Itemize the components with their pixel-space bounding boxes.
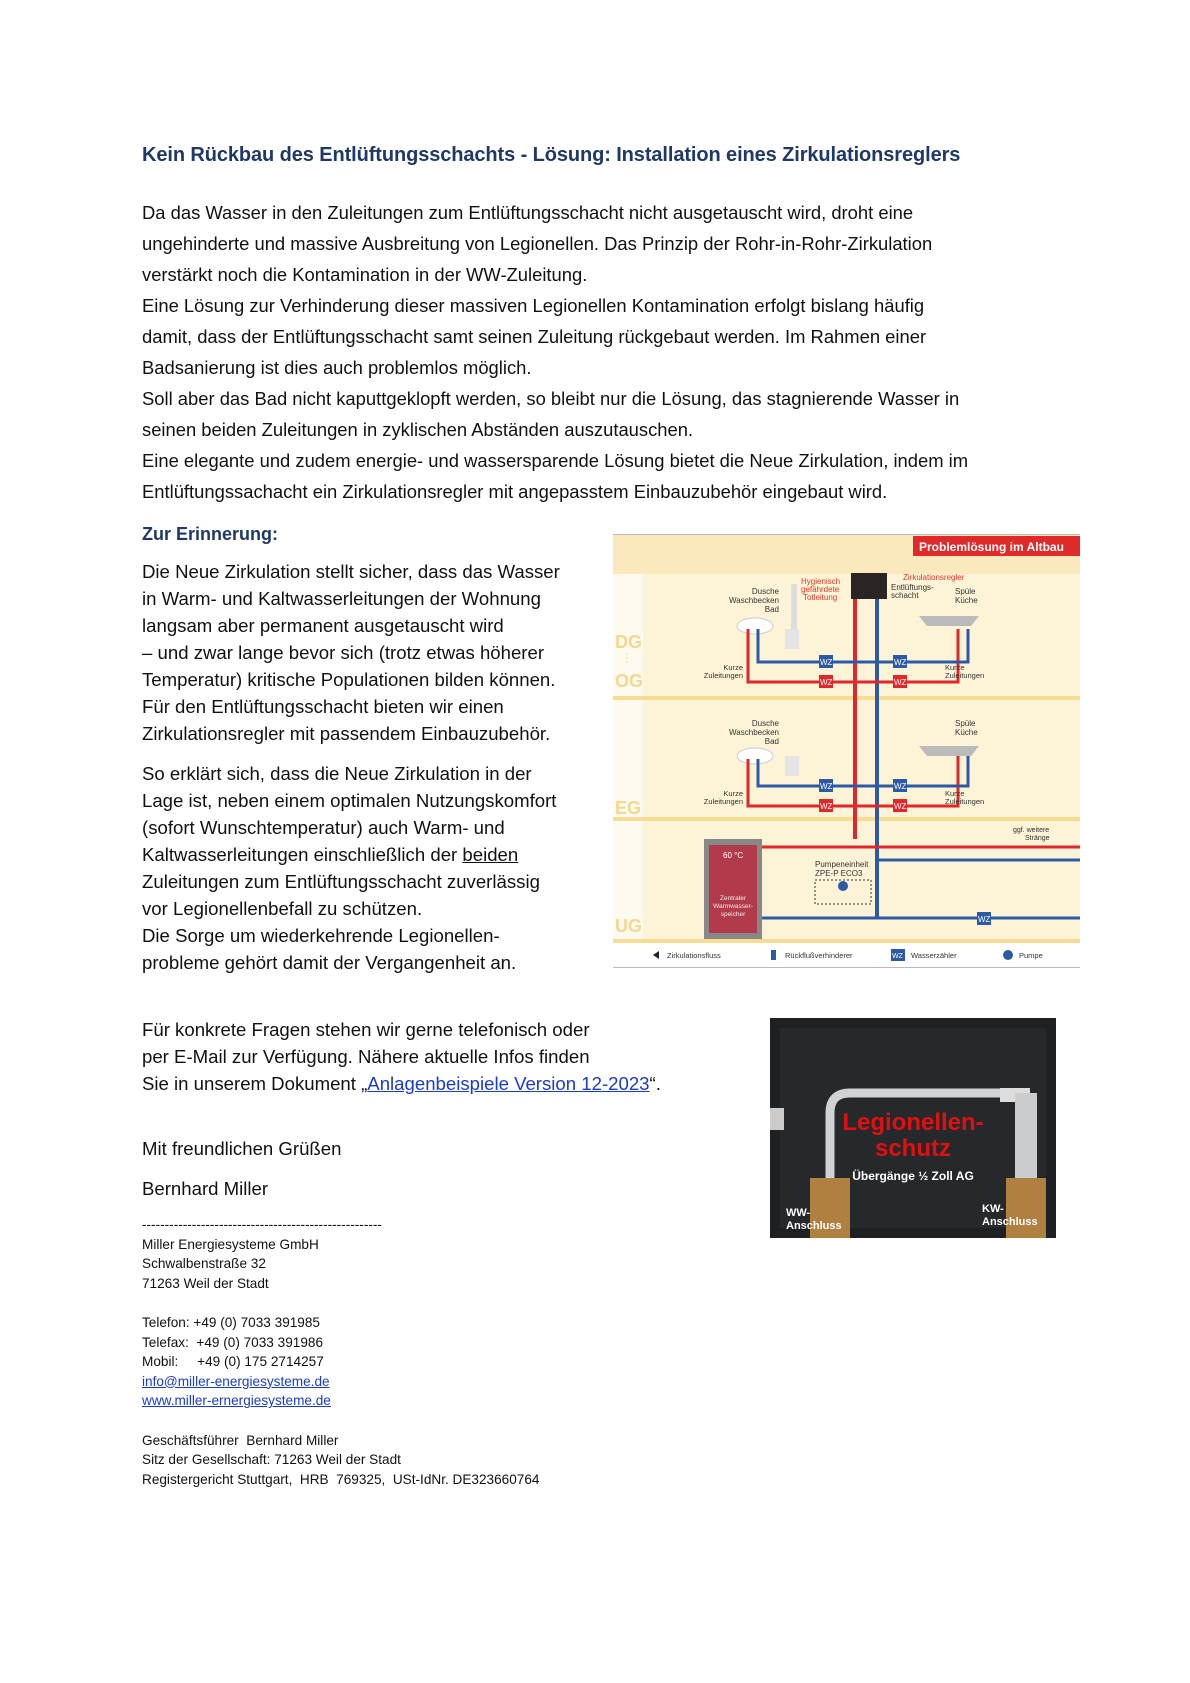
intro-line: Da das Wasser in den Zuleitungen zum Entlüftungsschacht nicht ausgetauscht wird, droht eine — [142, 202, 914, 223]
svg-text:Waschbecken: Waschbecken — [729, 596, 779, 605]
document-link[interactable]: Anlagenbeispiele Version 12-2023 — [367, 1073, 650, 1094]
text-line: Temperatur) kritische Populationen bilden können. — [142, 669, 556, 690]
svg-text:ZPE-P ECO3: ZPE-P ECO3 — [815, 869, 863, 878]
signer-name: Bernhard Miller — [142, 1178, 269, 1199]
svg-text:Spüle: Spüle — [955, 587, 976, 596]
svg-text:Dusche: Dusche — [751, 587, 779, 596]
closing: Mit freundlichen Grüßen — [142, 1138, 342, 1159]
svg-text:WZ: WZ — [820, 658, 833, 667]
product-photo — [770, 1018, 1056, 1238]
intro-line: Soll aber das Bad nicht kaputtgeklopft werden, so bleibt nur die Lösung, das stagnierende Wasser in — [142, 388, 960, 409]
svg-text:ggf. weitere: ggf. weitere — [1013, 827, 1050, 834]
svg-text:Waschbecken: Waschbecken — [729, 728, 779, 737]
svg-text:Kurze: Kurze — [723, 789, 743, 798]
svg-text:UG: UG — [615, 916, 642, 936]
separator: ----------------------------------------------------- — [142, 1217, 382, 1232]
spacer — [142, 1293, 539, 1313]
svg-text:WZ: WZ — [978, 915, 991, 924]
text-line: Für den Entlüftungsschacht bieten wir einen — [142, 696, 504, 717]
svg-text:Warmwasser-: Warmwasser- — [713, 903, 753, 910]
svg-text:Stränge: Stränge — [1025, 835, 1050, 842]
svg-text:gefährdete: gefährdete — [801, 585, 840, 594]
intro-line: Badsanierung ist dies auch problemlos möglich. — [142, 357, 532, 378]
company-name: Miller Energiesysteme GmbH — [142, 1236, 319, 1252]
text-line — [142, 841, 602, 868]
svg-text:Zuleitungen: Zuleitungen — [945, 797, 985, 806]
contact-paragraph — [142, 1016, 661, 1097]
svg-text:speicher: speicher — [720, 911, 746, 918]
svg-text:Dusche: Dusche — [751, 719, 779, 728]
plumbing-diagram — [613, 534, 1080, 968]
text-line: Zirkulationsregler mit passendem Einbauzubehör. — [142, 723, 551, 744]
spacer — [142, 1411, 539, 1431]
svg-text:Zuleitungen: Zuleitungen — [703, 671, 743, 680]
street: Schwalbenstraße 32 — [142, 1256, 266, 1272]
svg-text:Kurze: Kurze — [945, 663, 965, 672]
svg-text:EG: EG — [615, 798, 642, 818]
reminder-paragraph-1 — [142, 558, 602, 747]
text-line: Für konkrete Fragen stehen wir gerne telefonisch oder — [142, 1019, 590, 1040]
intro-line: seinen beiden Zuleitungen in zyklischen Abständen auszutauschen. — [142, 419, 694, 440]
intro-line: verstärkt noch die Kontamination in der WW-Zuleitung. — [142, 264, 588, 285]
svg-text:60 °C: 60 °C — [723, 851, 744, 860]
svg-text:schutz: schutz — [874, 1135, 952, 1162]
text-line: probleme gehört damit der Vergangenheit an. — [142, 952, 517, 973]
svg-text:WZ: WZ — [894, 802, 907, 811]
text-span: Sie in unserem Dokument „ — [142, 1073, 368, 1094]
svg-text:schacht: schacht — [891, 591, 919, 600]
text-line: – und zwar lange bevor sich (trotz etwas höherer — [142, 642, 545, 663]
intro-line: Eine Lösung zur Verhinderung dieser massiven Legionellen Kontamination erfolgt bislang häufig — [142, 295, 925, 316]
reminder-heading: Zur Erinnerung: — [142, 524, 278, 544]
fax: Telefax: +49 (0) 7033 391986 — [142, 1334, 324, 1350]
svg-text:Wasserzähler: Wasserzähler — [911, 951, 957, 960]
svg-text:WZ: WZ — [894, 678, 907, 687]
text-line: Zuleitungen zum Entlüftungsschacht zuverlässig — [142, 871, 540, 892]
svg-text:WZ: WZ — [820, 678, 833, 687]
svg-text:Bad: Bad — [764, 737, 779, 746]
page-title: Kein Rückbau des Entlüftungsschachts - Lösung: Installation eines Zirkulationsreglers — [142, 144, 961, 166]
intro-line: ungehinderte und massive Ausbreitung von Legionellen. Das Prinzip der Rohr-in-Rohr-Zirkulation — [142, 233, 933, 254]
svg-text:WZ: WZ — [820, 782, 833, 791]
text-line: vor Legionellenbefall zu schützen. — [142, 898, 423, 919]
intro-line: Entlüftungssachacht ein Zirkulationsregler mit angepasstem Einbauzubehör eingebaut wird. — [142, 481, 888, 502]
svg-text:Bad: Bad — [764, 605, 779, 614]
text-line: So erklärt sich, dass die Neue Zirkulation in der — [142, 763, 532, 784]
text-line — [142, 1070, 661, 1097]
svg-text:Übergänge ½ Zoll AG: Übergänge ½ Zoll AG — [852, 1169, 974, 1183]
svg-text:Zuleitungen: Zuleitungen — [703, 797, 743, 806]
underlined-word: beiden — [462, 844, 519, 865]
svg-text:Zuleitungen: Zuleitungen — [945, 671, 985, 680]
text-span: “. — [649, 1073, 661, 1094]
svg-text:Pumpeneinheit: Pumpeneinheit — [815, 860, 869, 869]
svg-text:Totleitung: Totleitung — [803, 593, 838, 602]
intro-text — [142, 197, 1062, 507]
svg-text:OG: OG — [615, 671, 644, 691]
svg-text:WZ: WZ — [894, 782, 907, 791]
svg-text:DG: DG — [615, 632, 642, 652]
text-line: in Warm- und Kaltwasserleitungen der Wohnung — [142, 588, 541, 609]
text-line: Die Neue Zirkulation stellt sicher, dass das Wasser — [142, 561, 560, 582]
seat: Sitz der Gesellschaft: 71263 Weil der Stadt — [142, 1452, 401, 1468]
banner-text: Problemlösung im Altbau — [919, 540, 1064, 554]
svg-text:Kurze: Kurze — [945, 789, 965, 798]
svg-text:Spüle: Spüle — [955, 719, 976, 728]
text-line: Lage ist, neben einem optimalen Nutzungskomfort — [142, 790, 557, 811]
svg-text:Anschluss: Anschluss — [786, 1220, 842, 1232]
svg-text:Zirkulationsregler: Zirkulationsregler — [903, 573, 965, 582]
svg-text:WZ: WZ — [894, 658, 907, 667]
svg-text:Hygienisch: Hygienisch — [801, 577, 841, 586]
svg-text:Zentraler: Zentraler — [719, 895, 747, 902]
reminder-paragraph-2 — [142, 760, 602, 976]
mobile: Mobil: +49 (0) 175 2714257 — [142, 1354, 324, 1370]
intro-line: Eine elegante und zudem energie- und wassersparende Lösung bietet die Neue Zirkulation, indem im — [142, 450, 969, 471]
svg-text:WW-: WW- — [786, 1207, 811, 1219]
email-signature — [142, 1215, 539, 1489]
website-link[interactable]: www.miller-ernergiesysteme.de — [142, 1393, 331, 1409]
svg-text:WZ: WZ — [892, 953, 903, 960]
register: Registergericht Stuttgart, HRB 769325, USt-IdNr. DE323660764 — [142, 1471, 540, 1487]
text-span: Kaltwasserleitungen einschließlich der — [142, 844, 463, 865]
svg-text:⋮: ⋮ — [621, 651, 633, 665]
svg-text:Rückflußverhinderer: Rückflußverhinderer — [785, 951, 853, 960]
svg-text:Küche: Küche — [955, 728, 978, 737]
svg-text:Küche: Küche — [955, 596, 978, 605]
svg-text:WZ: WZ — [820, 802, 833, 811]
svg-text:Entlüftungs-: Entlüftungs- — [891, 583, 934, 592]
svg-text:Anschluss: Anschluss — [982, 1216, 1038, 1228]
text-line: langsam aber permanent ausgetauscht wird — [142, 615, 504, 636]
phone: Telefon: +49 (0) 7033 391985 — [142, 1314, 320, 1330]
text-line: (sofort Wunschtemperatur) auch Warm- und — [142, 817, 505, 838]
city: 71263 Weil der Stadt — [142, 1275, 269, 1291]
svg-text:KW-: KW- — [982, 1203, 1004, 1215]
svg-text:Zirkulationsfluss: Zirkulationsfluss — [667, 951, 721, 960]
email-link[interactable]: info@miller-energiesysteme.de — [142, 1373, 330, 1389]
text-line: per E-Mail zur Verfügung. Nähere aktuelle Infos finden — [142, 1046, 590, 1067]
svg-text:Pumpe: Pumpe — [1019, 951, 1043, 960]
svg-text:Legionellen-: Legionellen- — [842, 1109, 984, 1136]
ceo: Geschäftsführer Bernhard Miller — [142, 1432, 339, 1448]
intro-line: damit, dass der Entlüftungsschacht samt seinen Zuleitung rückgebaut werden. Im Rahmen einer — [142, 326, 927, 347]
text-line: Die Sorge um wiederkehrende Legionellen- — [142, 925, 500, 946]
svg-text:Kurze: Kurze — [723, 663, 743, 672]
